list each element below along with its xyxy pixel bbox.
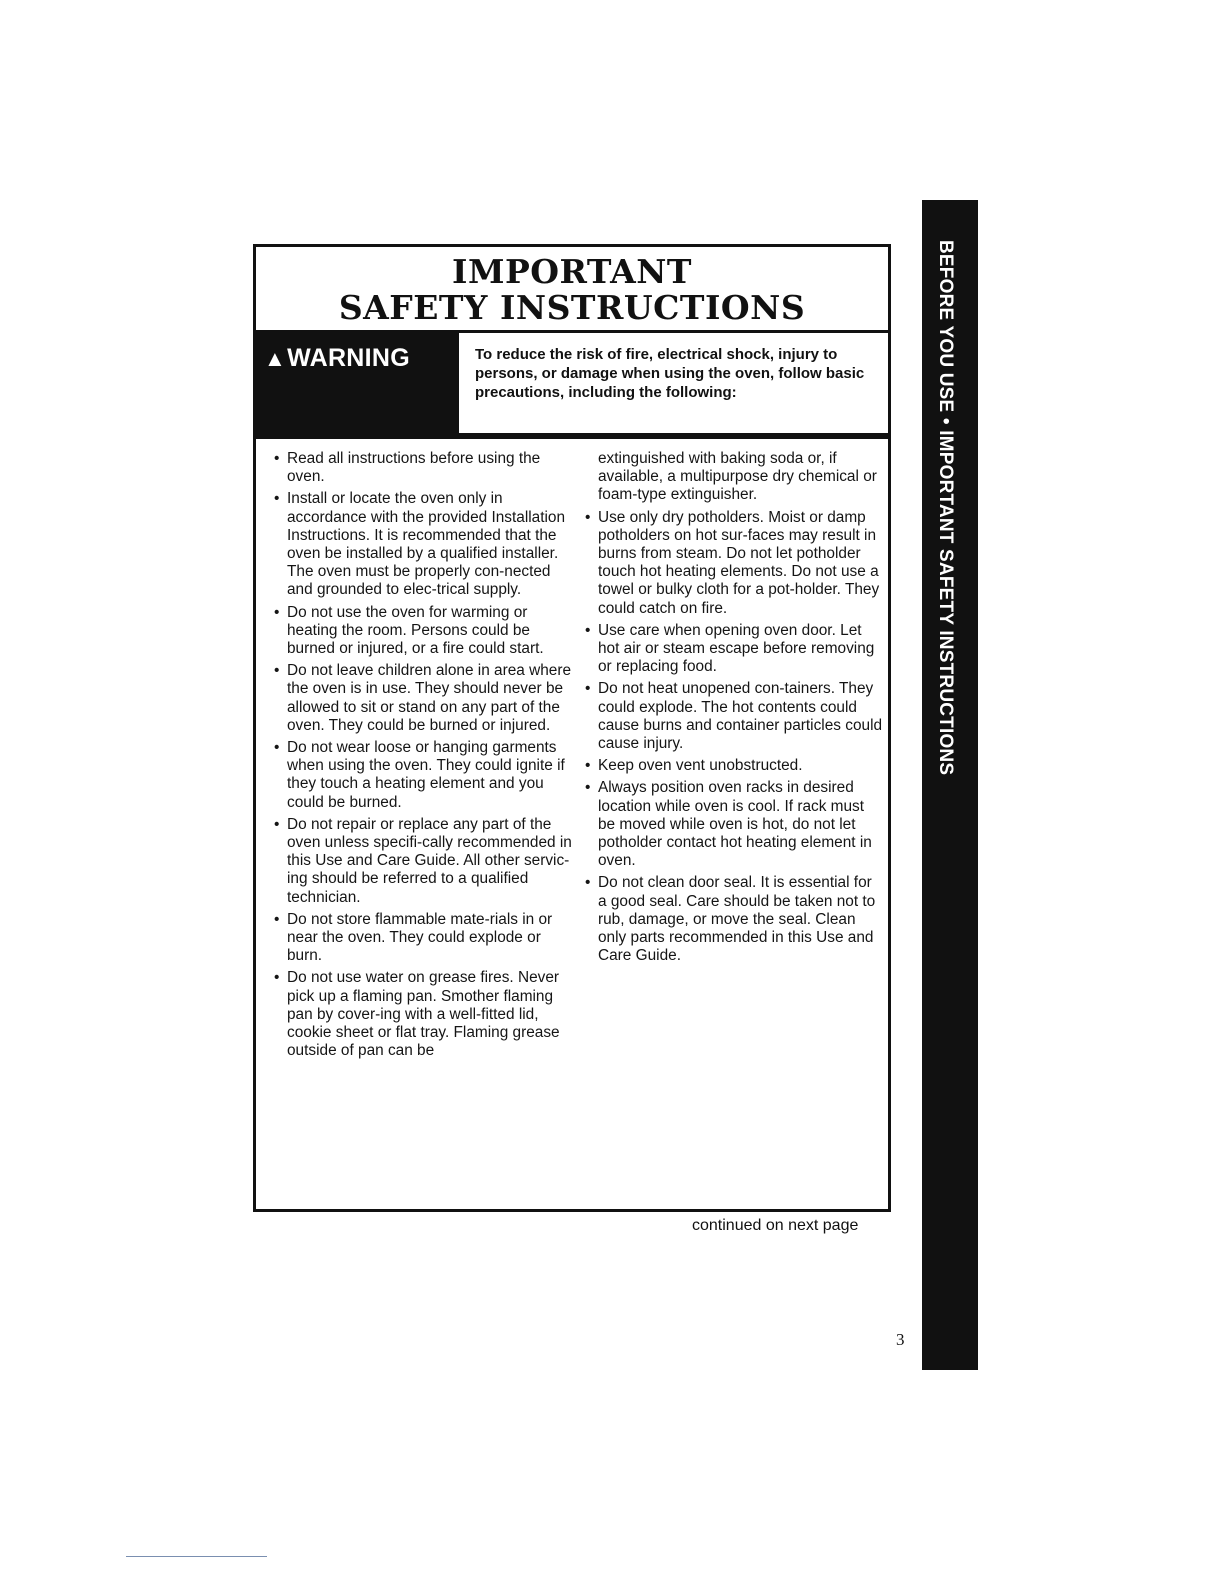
warning-text: To reduce the risk of fire, electrical shock, injury to persons, or damage when using the oven, follow basic precautions, including the following:: [475, 346, 865, 401]
continued-list-text: extinguished with baking soda or, if available, a multipurpose dry chemical or foam-type extinguisher.: [598, 450, 877, 504]
list-item: • Always position oven racks in desired location while oven is cool. If rack must be moved while oven is hot, do not let potholder contact hot heating element in oven.: [583, 779, 883, 870]
list-item: • Do not use the oven for warming or heating the room. Persons could be burned or injured, or a fire could start.: [272, 604, 572, 659]
list-item: • Do not use water on grease fires. Never pick up a flaming pan. Smother flaming pan by cover-ing with a well-fitted lid, cookie sheet or flat tray. Flaming grease outside of pan can be: [272, 969, 572, 1060]
warning-triangle-icon: ▲: [264, 346, 287, 371]
continued-note: continued on next page: [692, 1217, 859, 1234]
warning-label-block: [256, 333, 456, 435]
right-item-list: [583, 509, 883, 966]
page-title-line-1: IMPORTANT: [452, 252, 692, 291]
section-side-tab: [922, 200, 978, 1370]
list-item: • Install or locate the oven only in accordance with the provided Installation Instructions. It is recommended that the oven be installed by a qualified installer. The oven must be properly con-nected and grounded to elec-trical supply.: [272, 490, 572, 599]
list-item: • Do not repair or replace any part of the oven unless specifi-cally recommended in this Use and Care Guide. All other servic-ing should be referred to a qualified technician.: [272, 816, 572, 907]
safety-instructions-box: [253, 244, 891, 1212]
list-item: • Keep oven vent unobstructed.: [583, 757, 883, 775]
list-item: • Do not clean door seal. It is essential for a good seal. Care should be taken not to rub, damage, or move the seal. Clean only parts recommended in this Use and Care Guide.: [583, 874, 883, 965]
left-column: [272, 450, 572, 1065]
right-column: [583, 450, 883, 969]
title-block: [256, 247, 888, 333]
list-item: • Do not heat unopened con-tainers. They could explode. The hot contents could cause burns and container particles could cause injury.: [583, 680, 883, 753]
list-item: • Do not store flammable mate-rials in or near the oven. They could explode or burn.: [272, 911, 572, 966]
warning-label-text: WARNING: [287, 344, 411, 372]
page-number: 3: [896, 1330, 905, 1349]
list-item: • Do not leave children alone in area where the oven is in use. They should never be allowed to sit or stand on any part of the oven. They could be burned or injured.: [272, 662, 572, 735]
page-title-line-2: SAFETY INSTRUCTIONS: [338, 288, 806, 327]
section-divider-bar: [256, 433, 888, 439]
list-item: • Do not wear loose or hanging garments when using the oven. They could ignite if they touch a heating element and you could be burned.: [272, 739, 572, 812]
list-item: • Read all instructions before using the oven.: [272, 450, 572, 486]
bottom-rule: [126, 1556, 267, 1557]
side-tab-label: BEFORE YOU USE • IMPORTANT SAFETY INSTRUCTIONS: [935, 240, 956, 776]
warning-label: [264, 343, 410, 374]
list-item: • Use care when opening oven door. Let hot air or steam escape before removing or replacing food.: [583, 622, 883, 677]
warning-text-box: [456, 333, 888, 435]
warning-band: [256, 333, 888, 435]
list-item: • Use only dry potholders. Moist or damp potholders on hot sur-faces may result in burns from steam. Do not let potholder touch hot heating elements. Do not use a towel or bulky cloth for a pot-holder. They could catch on fire.: [583, 509, 883, 618]
left-item-list: [272, 450, 572, 1061]
